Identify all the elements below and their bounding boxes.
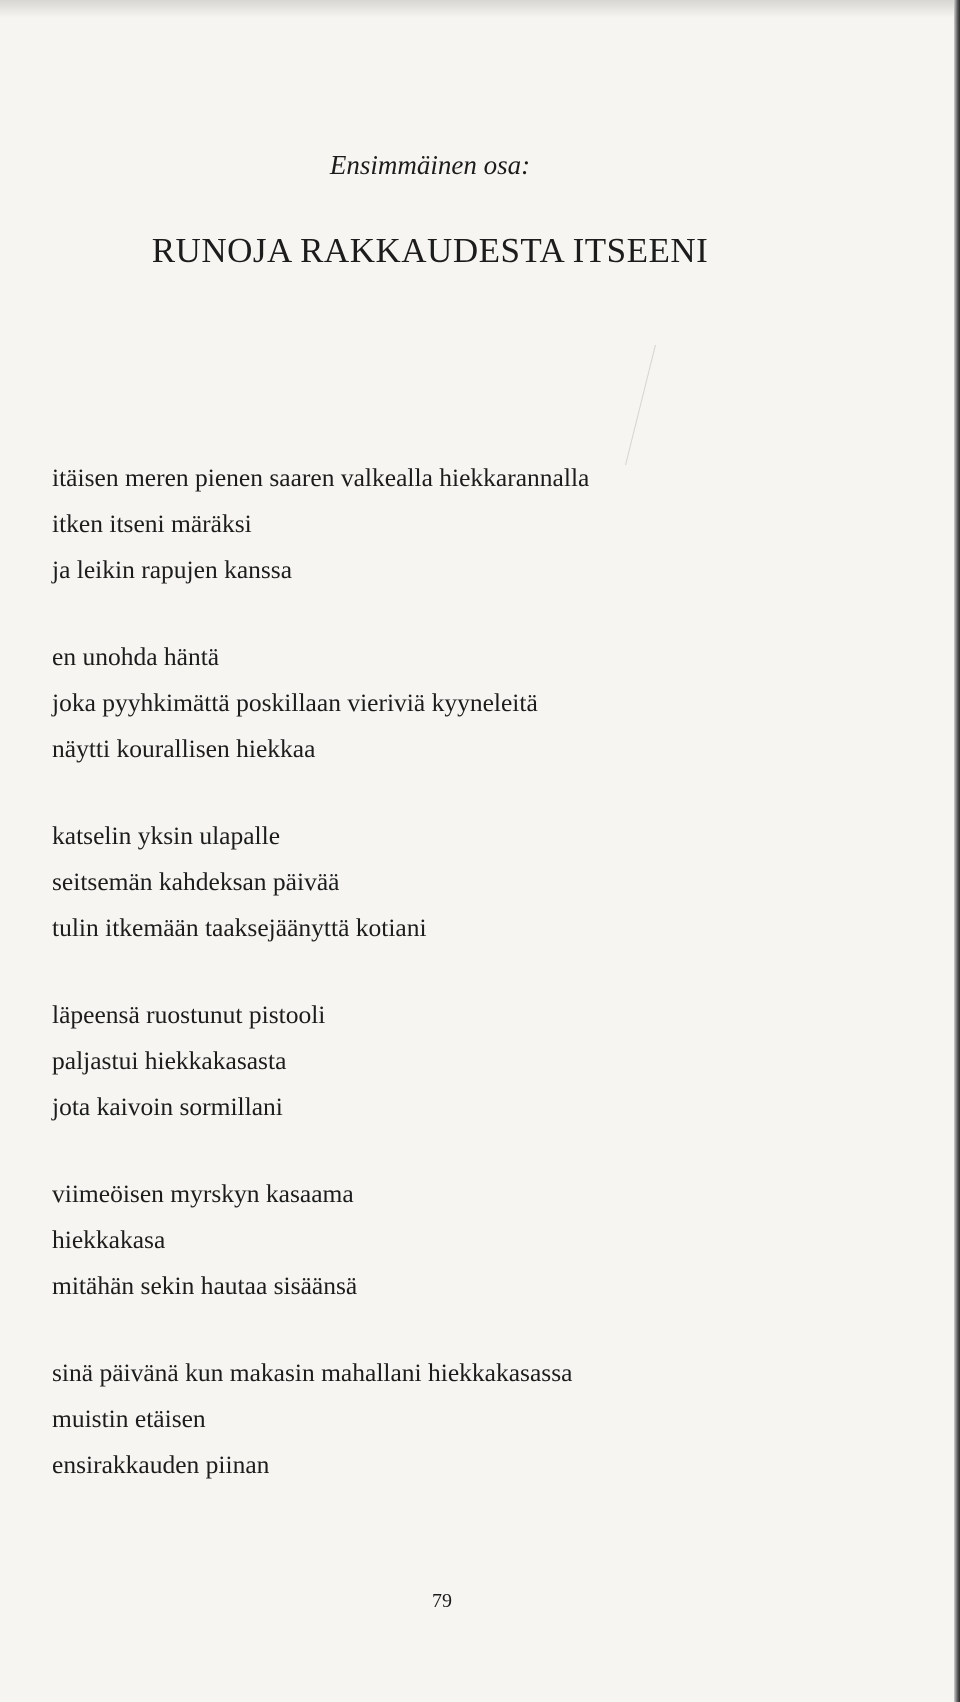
stanza-1 bbox=[52, 455, 752, 593]
stanza-6 bbox=[52, 1350, 752, 1488]
poem-line: sinä päivänä kun makasin mahallani hiekkakasassa bbox=[52, 1358, 573, 1387]
scan-top-shadow bbox=[0, 0, 960, 18]
poem-line: viimeöisen myrskyn kasaama bbox=[52, 1179, 354, 1208]
poem-line: en unohda häntä bbox=[52, 642, 220, 671]
poem-line: paljastui hiekkakasasta bbox=[52, 1046, 287, 1075]
poem-line: ensirakkauden piinan bbox=[52, 1450, 270, 1479]
poem-line: mitähän sekin hautaa sisäänsä bbox=[52, 1271, 358, 1300]
paper-crease bbox=[625, 345, 696, 465]
stanza-2 bbox=[52, 634, 752, 772]
poem-line: katselin yksin ulapalle bbox=[52, 821, 281, 850]
poem-line: joka pyyhkimättä poskillaan vieriviä kyyneleitä bbox=[52, 688, 538, 717]
scan-edge bbox=[954, 0, 960, 1702]
poem-line: seitsemän kahdeksan päivää bbox=[52, 867, 340, 896]
poem-line: itäisen meren pienen saaren valkealla hiekkarannalla bbox=[52, 463, 590, 492]
poem-line: näytti kourallisen hiekkaa bbox=[52, 734, 316, 763]
poem-line: läpeensä ruostunut pistooli bbox=[52, 1000, 326, 1029]
poem-line: tulin itkemään taaksejäänyttä kotiani bbox=[52, 913, 427, 942]
page-number: 79 bbox=[432, 1590, 452, 1612]
section-title: RUNOJA RAKKAUDESTA ITSEENI bbox=[151, 231, 709, 270]
poem-line: itken itseni märäksi bbox=[52, 509, 252, 538]
poem-line: ja leikin rapujen kanssa bbox=[52, 555, 293, 584]
poem-line: jota kaivoin sormillani bbox=[52, 1092, 283, 1121]
stanza-3 bbox=[52, 813, 752, 951]
stanza-5 bbox=[52, 1171, 752, 1309]
poem-line: muistin etäisen bbox=[52, 1404, 206, 1433]
poem-line: hiekkakasa bbox=[52, 1225, 166, 1254]
poem bbox=[52, 455, 752, 1529]
part-label: Ensimmäinen osa: bbox=[329, 150, 531, 180]
stanza-4 bbox=[52, 992, 752, 1130]
